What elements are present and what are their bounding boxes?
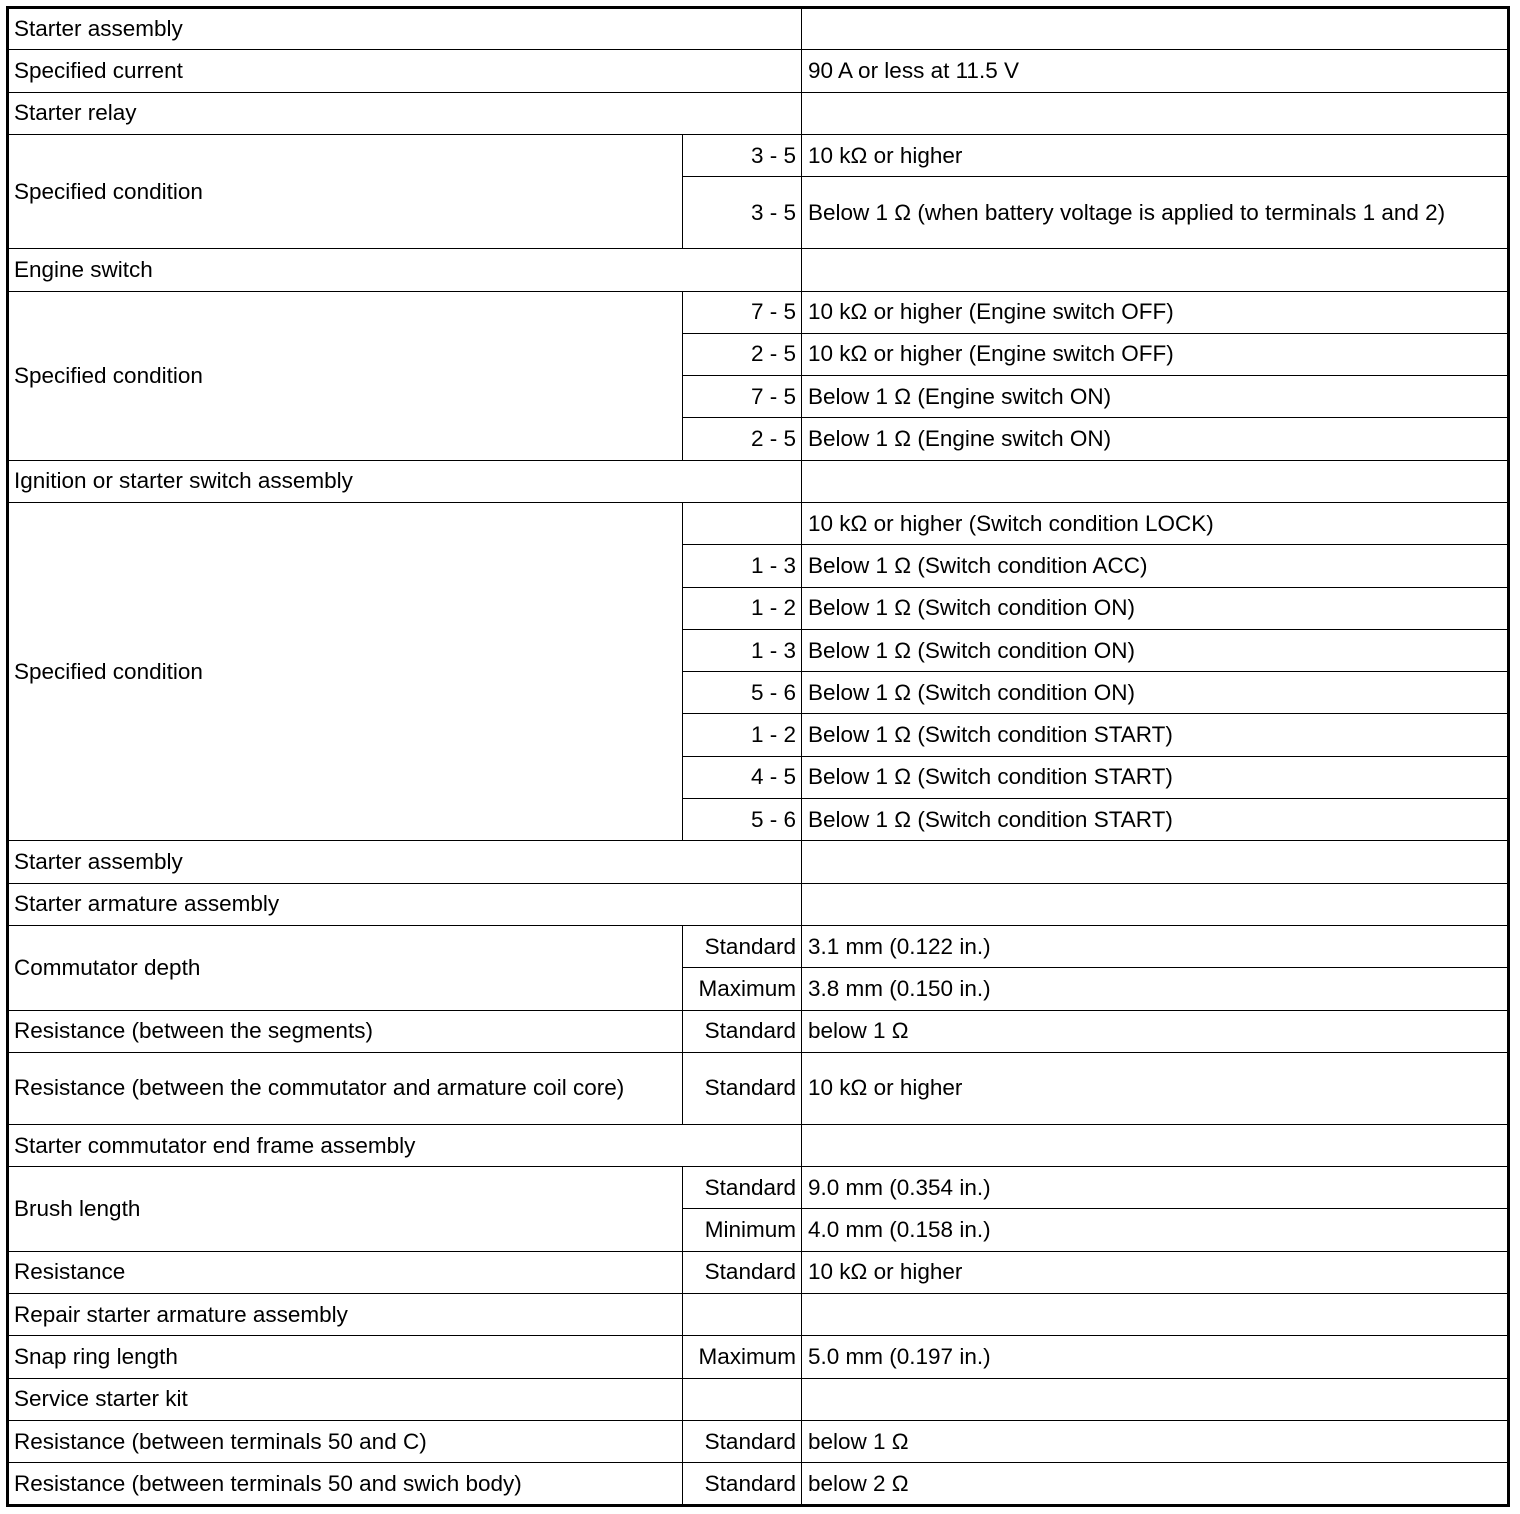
table-row xyxy=(8,460,1509,502)
value-cell: 3.8 mm (0.150 in.) xyxy=(802,968,1509,1010)
item-cell: Resistance (between the commutator and armature coil core) xyxy=(8,1052,683,1124)
value-cell xyxy=(802,92,1509,134)
value-cell: 10 kΩ or higher xyxy=(802,1251,1509,1293)
terminal-cell xyxy=(683,1378,802,1420)
terminal-cell: Standard xyxy=(683,1052,802,1124)
value-cell: Below 1 Ω (when battery voltage is applied to terminals 1 and 2) xyxy=(802,177,1509,249)
item-cell: Brush length xyxy=(8,1167,683,1252)
value-cell xyxy=(802,883,1509,925)
table-row xyxy=(8,883,1509,925)
item-cell: Starter armature assembly xyxy=(8,883,802,925)
value-cell: Below 1 Ω (Switch condition ON) xyxy=(802,672,1509,714)
table-row xyxy=(8,8,1509,50)
terminal-cell: Standard xyxy=(683,1463,802,1506)
item-cell: Starter assembly xyxy=(8,841,802,883)
value-cell: 4.0 mm (0.158 in.) xyxy=(802,1209,1509,1251)
terminal-cell: 3 - 5 xyxy=(683,177,802,249)
item-cell: Commutator depth xyxy=(8,925,683,1010)
terminal-cell xyxy=(683,502,802,544)
table-row xyxy=(8,249,1509,291)
terminal-cell: Maximum xyxy=(683,968,802,1010)
value-cell xyxy=(802,8,1509,50)
terminal-cell: 2 - 5 xyxy=(683,418,802,460)
value-cell: 5.0 mm (0.197 in.) xyxy=(802,1336,1509,1378)
value-cell xyxy=(802,249,1509,291)
table-row xyxy=(8,1124,1509,1166)
item-cell: Ignition or starter switch assembly xyxy=(8,460,802,502)
terminal-cell: 5 - 6 xyxy=(683,672,802,714)
table-row xyxy=(8,50,1509,92)
value-cell: Below 1 Ω (Switch condition ON) xyxy=(802,629,1509,671)
value-cell: below 2 Ω xyxy=(802,1463,1509,1506)
table-row xyxy=(8,1010,1509,1052)
item-cell: Resistance xyxy=(8,1251,683,1293)
value-cell xyxy=(802,841,1509,883)
item-cell: Starter commutator end frame assembly xyxy=(8,1124,802,1166)
table-row xyxy=(8,1420,1509,1462)
terminal-cell: 1 - 2 xyxy=(683,714,802,756)
terminal-cell xyxy=(683,1294,802,1336)
value-cell: 10 kΩ or higher (Engine switch OFF) xyxy=(802,333,1509,375)
terminal-cell: 1 - 2 xyxy=(683,587,802,629)
table-row xyxy=(8,1052,1509,1124)
item-cell: Starter assembly xyxy=(8,8,802,50)
value-cell: Below 1 Ω (Switch condition START) xyxy=(802,756,1509,798)
value-cell: 10 kΩ or higher (Switch condition LOCK) xyxy=(802,502,1509,544)
specification-table-body xyxy=(8,8,1509,1506)
value-cell: Below 1 Ω (Switch condition ON) xyxy=(802,587,1509,629)
terminal-cell: 1 - 3 xyxy=(683,629,802,671)
table-row xyxy=(8,925,1509,967)
value-cell: Below 1 Ω (Switch condition ACC) xyxy=(802,545,1509,587)
terminal-cell: 7 - 5 xyxy=(683,376,802,418)
terminal-cell: 1 - 3 xyxy=(683,545,802,587)
item-cell: Service starter kit xyxy=(8,1378,683,1420)
item-cell: Starter relay xyxy=(8,92,802,134)
table-row xyxy=(8,1294,1509,1336)
value-cell: 9.0 mm (0.354 in.) xyxy=(802,1167,1509,1209)
terminal-cell: Standard xyxy=(683,1010,802,1052)
terminal-cell: 3 - 5 xyxy=(683,134,802,176)
value-cell: Below 1 Ω (Switch condition START) xyxy=(802,799,1509,841)
item-cell: Resistance (between terminals 50 and C) xyxy=(8,1420,683,1462)
terminal-cell: 5 - 6 xyxy=(683,799,802,841)
terminal-cell: Standard xyxy=(683,1420,802,1462)
value-cell: 10 kΩ or higher xyxy=(802,134,1509,176)
table-row xyxy=(8,1167,1509,1209)
value-cell: below 1 Ω xyxy=(802,1420,1509,1462)
specification-table xyxy=(6,6,1510,1507)
terminal-cell: Standard xyxy=(683,925,802,967)
value-cell xyxy=(802,1378,1509,1420)
terminal-cell: Standard xyxy=(683,1167,802,1209)
table-row xyxy=(8,841,1509,883)
table-row xyxy=(8,502,1509,544)
item-cell: Specified current xyxy=(8,50,802,92)
table-row xyxy=(8,291,1509,333)
value-cell: Below 1 Ω (Switch condition START) xyxy=(802,714,1509,756)
value-cell: Below 1 Ω (Engine switch ON) xyxy=(802,376,1509,418)
value-cell xyxy=(802,460,1509,502)
item-cell: Engine switch xyxy=(8,249,802,291)
table-row xyxy=(8,134,1509,176)
terminal-cell: Standard xyxy=(683,1251,802,1293)
value-cell: 10 kΩ or higher (Engine switch OFF) xyxy=(802,291,1509,333)
terminal-cell: 2 - 5 xyxy=(683,333,802,375)
table-row xyxy=(8,1251,1509,1293)
item-cell: Specified condition xyxy=(8,134,683,248)
value-cell: below 1 Ω xyxy=(802,1010,1509,1052)
item-cell: Specified condition xyxy=(8,291,683,460)
table-row xyxy=(8,1336,1509,1378)
item-cell: Repair starter armature assembly xyxy=(8,1294,683,1336)
terminal-cell: Maximum xyxy=(683,1336,802,1378)
terminal-cell: Minimum xyxy=(683,1209,802,1251)
value-cell: Below 1 Ω (Engine switch ON) xyxy=(802,418,1509,460)
value-cell: 90 A or less at 11.5 V xyxy=(802,50,1509,92)
value-cell xyxy=(802,1294,1509,1336)
terminal-cell: 7 - 5 xyxy=(683,291,802,333)
value-cell: 3.1 mm (0.122 in.) xyxy=(802,925,1509,967)
table-row xyxy=(8,1378,1509,1420)
item-cell: Snap ring length xyxy=(8,1336,683,1378)
value-cell: 10 kΩ or higher xyxy=(802,1052,1509,1124)
table-row xyxy=(8,92,1509,134)
table-row xyxy=(8,1463,1509,1506)
value-cell xyxy=(802,1124,1509,1166)
item-cell: Resistance (between the segments) xyxy=(8,1010,683,1052)
item-cell: Specified condition xyxy=(8,502,683,840)
terminal-cell: 4 - 5 xyxy=(683,756,802,798)
item-cell: Resistance (between terminals 50 and swich body) xyxy=(8,1463,683,1506)
